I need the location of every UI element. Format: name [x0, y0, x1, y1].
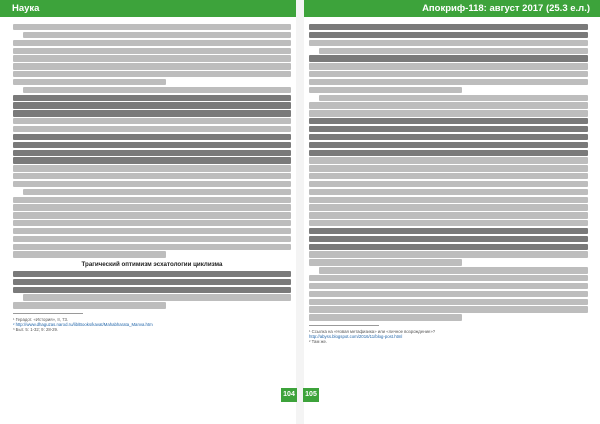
footnote-link[interactable]: ² http://www.dhaguzas.narod.ru/lib/Books/kavat/Mahabharata_Manva.htm [13, 321, 153, 327]
text-line [13, 287, 291, 293]
text-line [309, 40, 588, 46]
text-line [309, 283, 588, 289]
footnote-divider [309, 325, 379, 326]
text-line [309, 197, 588, 203]
text-line [13, 63, 291, 69]
text-line [309, 79, 588, 85]
text-line [309, 306, 588, 312]
right-text-block [309, 24, 588, 321]
text-line [309, 55, 588, 61]
text-line [309, 228, 588, 234]
text-line [309, 71, 588, 77]
text-line [309, 110, 588, 116]
text-line [13, 150, 291, 156]
text-line [13, 55, 291, 61]
text-line [23, 294, 291, 300]
text-line [13, 110, 291, 116]
text-line [13, 142, 291, 148]
text-line [309, 118, 588, 124]
right-page-body [309, 24, 588, 364]
text-line [13, 212, 291, 218]
text-line [13, 71, 291, 77]
left-page-number: 104 [281, 388, 297, 402]
text-line [309, 244, 588, 250]
text-line [13, 271, 291, 277]
text-line [13, 244, 291, 250]
text-line [309, 220, 588, 226]
text-line [13, 157, 291, 163]
left-section-title: Наука [12, 3, 40, 14]
text-line [13, 134, 291, 140]
text-line [309, 314, 462, 320]
text-line [309, 63, 588, 69]
text-line [13, 24, 291, 30]
left-page-header [0, 0, 296, 17]
text-line [23, 87, 291, 93]
text-line [23, 189, 291, 195]
text-line [309, 126, 588, 132]
text-line [13, 126, 291, 132]
text-line [319, 48, 588, 54]
text-line [13, 102, 291, 108]
text-line [309, 291, 588, 297]
footnote-link[interactable]: http://abyss.blogspot.com/2016/11/blog-post.html [309, 333, 403, 339]
text-line [13, 181, 291, 187]
text-line [13, 48, 291, 54]
left-footnote-3: ³ Быт. 5: 1-32; 9: 28-29. [13, 326, 59, 332]
footnote-divider [13, 313, 83, 314]
text-line [309, 299, 588, 305]
text-line [13, 173, 291, 179]
left-subheading: Трагический оптимизм эсхатологии циклизма [81, 260, 223, 268]
left-footnote-1: ¹ Герадот. «История», II, 73. [13, 316, 69, 322]
text-line [309, 189, 588, 195]
text-line [13, 302, 166, 308]
text-line [309, 134, 588, 140]
text-line [309, 251, 588, 257]
text-line [309, 204, 588, 210]
text-line [13, 79, 166, 85]
text-line [13, 40, 291, 46]
text-line [309, 102, 588, 108]
text-line [13, 197, 291, 203]
text-line [309, 236, 588, 242]
text-line [309, 32, 588, 38]
text-line [319, 95, 588, 101]
text-line [309, 150, 588, 156]
right-header-title: Апокриф-118: август 2017 (25.3 е.л.) [422, 3, 590, 14]
left-text-block-2 [13, 271, 291, 309]
right-footnote-1: ¹ Ссылка на «Новая метафизика» или «личное возрождение»? [309, 328, 436, 334]
right-page-number: 105 [303, 388, 319, 402]
text-line [13, 204, 291, 210]
text-line [13, 95, 291, 101]
text-line [13, 228, 291, 234]
text-line [23, 32, 291, 38]
left-text-block-1 [13, 24, 291, 258]
text-line [319, 267, 588, 273]
text-line [309, 212, 588, 218]
text-line [309, 87, 462, 93]
left-page-body [13, 24, 291, 364]
text-line [309, 173, 588, 179]
text-line [309, 24, 588, 30]
right-page-header [304, 0, 600, 17]
text-line [309, 165, 588, 171]
text-line [13, 165, 291, 171]
text-line [309, 142, 588, 148]
text-line [309, 157, 588, 163]
text-line [309, 181, 588, 187]
right-footnote-3: ² Там же. [309, 338, 328, 344]
text-line [13, 279, 291, 285]
text-line [13, 220, 291, 226]
text-line [13, 251, 166, 257]
page-gutter [296, 0, 304, 424]
text-line [13, 236, 291, 242]
text-line [13, 118, 291, 124]
text-line [309, 259, 462, 265]
text-line [309, 275, 588, 281]
